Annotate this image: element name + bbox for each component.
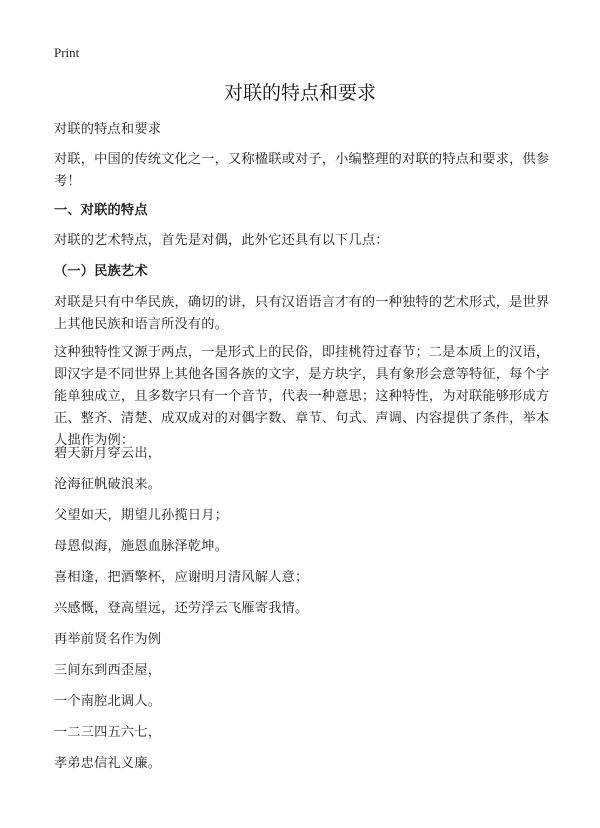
couplet-line: 母恩似海，施恩血脉泽乾坤。 — [54, 539, 229, 554]
section-heading: 一、对联的特点 — [54, 203, 148, 218]
couplet-line: 兴感慨，登高望远，还劳浮云飞雁寄我情。 — [54, 601, 309, 616]
couplet-line: 父望如天，期望儿孙揽日月； — [54, 508, 229, 523]
couplet-line: 碧天新月穿云出， — [54, 446, 162, 461]
couplet-line: 喜相逢，把酒擎杯，应谢明月清风解人意； — [54, 570, 309, 585]
couplet-line: 沧海征帆破浪来。 — [54, 477, 162, 492]
body-paragraph: 对联是只有中华民族，确切的讲，只有汉语语言才有的一种独特的艺术形式，是世界上其他民族和语言所没有的。 — [54, 295, 550, 332]
print-label: Print — [54, 45, 80, 60]
body-paragraph: 再举前贤名作为例 — [54, 632, 162, 647]
couplet-line: 一二三四五六七， — [54, 725, 162, 740]
subtitle-paragraph: 对联的特点和要求 — [54, 122, 162, 137]
couplet-line: 三间东到西歪屋， — [54, 663, 162, 678]
page-title: 对联的特点和要求 — [223, 82, 376, 104]
couplet-line: 一个南腔北调人。 — [54, 694, 162, 709]
couplet-line: 孝弟忠信礼义廉。 — [54, 756, 162, 771]
body-paragraph: 对联的艺术特点，首先是对偶，此外它还具有以下几点： — [54, 233, 389, 248]
body-paragraph: 这种独特性又源于两点，一是形式上的民俗，即挂桃符过春节；二是本质上的汉语，即汉字是不同世界上其他各国各族的文字，是方块字，具有象形会意等特征，每个字能单独成立，且多数字只有一个音节，代表一种意思；这种特性，为对联能够形成方正、整齐、清楚、成双成对的对偶字数、章节、句式、声调、内容提供了条件，举本人拙作为例： — [54, 345, 550, 448]
subsection-heading: （一）民族艺术 — [54, 264, 148, 279]
intro-paragraph: 对联，中国的传统文化之一，又称楹联或对子，小编整理的对联的特点和要求，供参考！ — [54, 152, 550, 189]
